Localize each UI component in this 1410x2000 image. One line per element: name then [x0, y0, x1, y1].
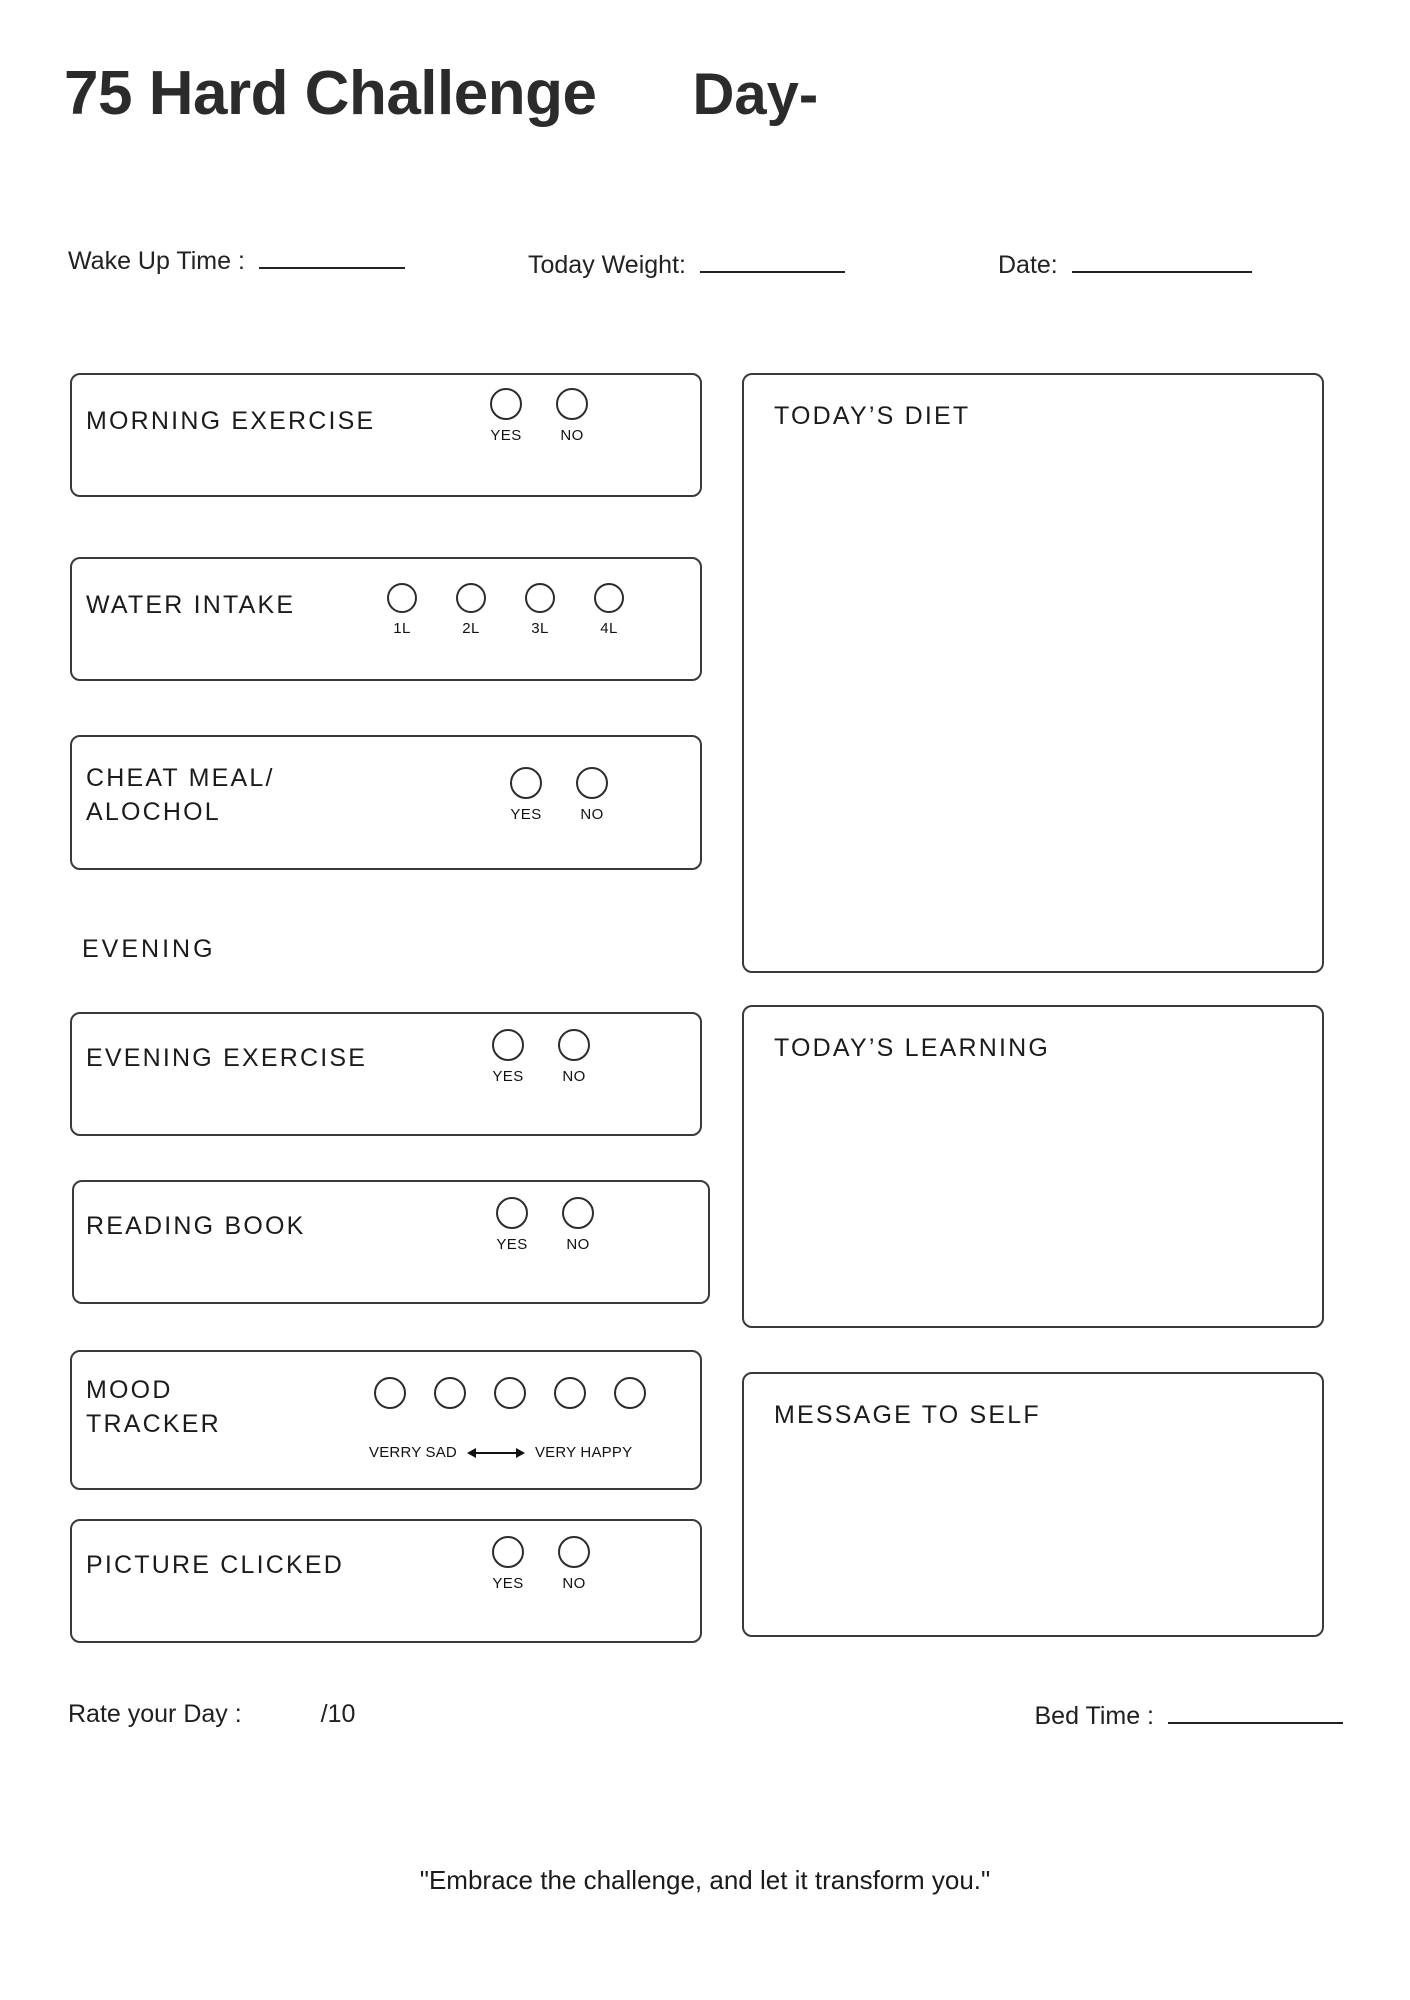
radio-circle-icon[interactable]: [556, 388, 588, 420]
rate-your-day-label: Rate your Day :: [68, 1700, 242, 1728]
wake-up-time-field[interactable]: [68, 245, 405, 276]
cheat-meal-label: [86, 762, 275, 830]
today-weight-label: Today Weight:: [528, 251, 686, 279]
radio-circle-icon[interactable]: [562, 1197, 594, 1229]
rate-your-day-field[interactable]: [68, 1700, 355, 1729]
footer-row: [68, 1700, 1343, 1740]
option-caption: NO: [562, 1068, 586, 1085]
picture-clicked-option-yes[interactable]: [492, 1536, 524, 1592]
mood-tracker-card[interactable]: [70, 1350, 702, 1490]
mood-tracker-label: [86, 1374, 221, 1442]
water-intake-option-4l[interactable]: [594, 583, 624, 637]
wake-up-time-blank[interactable]: [259, 245, 405, 269]
picture-clicked-options[interactable]: [492, 1536, 590, 1592]
evening-exercise-label: EVENING EXERCISE: [86, 1044, 368, 1072]
option-caption: YES: [492, 1575, 524, 1592]
morning-exercise-options[interactable]: [490, 388, 588, 444]
cheat-meal-option-yes[interactable]: [510, 767, 542, 823]
water-intake-card[interactable]: [70, 557, 702, 681]
todays-diet-panel[interactable]: [742, 373, 1324, 973]
date-label: Date:: [998, 251, 1058, 279]
water-intake-options[interactable]: [387, 583, 624, 637]
todays-learning-panel[interactable]: [742, 1005, 1324, 1328]
option-caption: YES: [490, 427, 522, 444]
picture-clicked-option-no[interactable]: [558, 1536, 590, 1592]
picture-clicked-label: PICTURE CLICKED: [86, 1551, 345, 1579]
morning-exercise-option-yes[interactable]: [490, 388, 522, 444]
todays-diet-title: TODAY’S DIET: [774, 402, 971, 430]
morning-exercise-label: MORNING EXERCISE: [86, 407, 376, 435]
reading-book-option-yes[interactable]: [496, 1197, 528, 1253]
radio-circle-icon[interactable]: [558, 1536, 590, 1568]
reading-book-label: READING BOOK: [86, 1212, 306, 1240]
mood-option-1[interactable]: [374, 1377, 406, 1409]
option-caption: 4L: [600, 620, 618, 637]
todays-learning-title: TODAY’S LEARNING: [774, 1034, 1050, 1062]
morning-exercise-card[interactable]: [70, 373, 702, 497]
radio-circle-icon[interactable]: [494, 1377, 526, 1409]
evening-section-heading: EVENING: [82, 935, 216, 963]
radio-circle-icon[interactable]: [492, 1029, 524, 1061]
option-caption: 1L: [393, 620, 411, 637]
bed-time-blank[interactable]: [1168, 1700, 1343, 1724]
reading-book-options[interactable]: [496, 1197, 594, 1253]
radio-circle-icon[interactable]: [510, 767, 542, 799]
radio-circle-icon[interactable]: [554, 1377, 586, 1409]
radio-circle-icon[interactable]: [558, 1029, 590, 1061]
option-caption: YES: [496, 1236, 528, 1253]
message-to-self-panel[interactable]: [742, 1372, 1324, 1637]
cheat-meal-card[interactable]: [70, 735, 702, 870]
cheat-meal-label-line1: CHEAT MEAL/: [86, 764, 275, 792]
radio-circle-icon[interactable]: [434, 1377, 466, 1409]
radio-circle-icon[interactable]: [490, 388, 522, 420]
evening-exercise-card[interactable]: [70, 1012, 702, 1136]
cheat-meal-label-line2: ALOCHOL: [86, 797, 221, 826]
cheat-meal-option-no[interactable]: [576, 767, 608, 823]
mood-option-2[interactable]: [434, 1377, 466, 1409]
double-arrow-icon: [467, 1447, 525, 1459]
page-title: [64, 58, 818, 129]
water-intake-option-2l[interactable]: [456, 583, 486, 637]
radio-circle-icon[interactable]: [594, 583, 624, 613]
radio-circle-icon[interactable]: [576, 767, 608, 799]
radio-circle-icon[interactable]: [525, 583, 555, 613]
option-caption: 3L: [531, 620, 549, 637]
option-caption: NO: [560, 427, 584, 444]
date-blank[interactable]: [1072, 249, 1252, 273]
wake-up-time-label: Wake Up Time :: [68, 247, 245, 275]
radio-circle-icon[interactable]: [387, 583, 417, 613]
radio-circle-icon[interactable]: [614, 1377, 646, 1409]
mood-scale: [369, 1444, 632, 1461]
mood-option-4[interactable]: [554, 1377, 586, 1409]
radio-circle-icon[interactable]: [374, 1377, 406, 1409]
mood-tracker-label-line2: TRACKER: [86, 1409, 221, 1438]
meta-row: [68, 245, 1343, 285]
radio-circle-icon[interactable]: [456, 583, 486, 613]
page-title-text: 75 Hard Challenge: [64, 59, 597, 128]
picture-clicked-card[interactable]: [70, 1519, 702, 1643]
mood-option-3[interactable]: [494, 1377, 526, 1409]
reading-book-card[interactable]: [72, 1180, 710, 1304]
water-intake-option-1l[interactable]: [387, 583, 417, 637]
option-caption: NO: [562, 1575, 586, 1592]
evening-exercise-option-yes[interactable]: [492, 1029, 524, 1085]
footer-quote: "Embrace the challenge, and let it transform you.": [419, 1865, 991, 1895]
date-field[interactable]: [998, 249, 1252, 280]
reading-book-option-no[interactable]: [562, 1197, 594, 1253]
evening-exercise-options[interactable]: [492, 1029, 590, 1085]
message-to-self-title: MESSAGE TO SELF: [774, 1401, 1041, 1429]
mood-scale-left-label: VERRY SAD: [369, 1444, 457, 1461]
option-caption: YES: [492, 1068, 524, 1085]
option-caption: NO: [580, 806, 604, 823]
water-intake-option-3l[interactable]: [525, 583, 555, 637]
option-caption: 2L: [462, 620, 480, 637]
day-number-label: Day-: [692, 62, 819, 127]
cheat-meal-options[interactable]: [510, 767, 608, 823]
bed-time-label: Bed Time :: [1034, 1702, 1154, 1730]
radio-circle-icon[interactable]: [492, 1536, 524, 1568]
water-intake-label: WATER INTAKE: [86, 591, 296, 619]
today-weight-blank[interactable]: [700, 249, 845, 273]
option-caption: YES: [510, 806, 542, 823]
mood-scale-right-label: VERY HAPPY: [534, 1444, 633, 1461]
rate-your-day-score: /10: [320, 1700, 356, 1728]
option-caption: NO: [566, 1236, 590, 1253]
evening-exercise-option-no[interactable]: [558, 1029, 590, 1085]
mood-option-5[interactable]: [614, 1377, 646, 1409]
mood-tracker-label-line1: MOOD: [86, 1376, 173, 1404]
bed-time-field[interactable]: [1035, 1700, 1344, 1731]
radio-circle-icon[interactable]: [496, 1197, 528, 1229]
today-weight-field[interactable]: [528, 249, 845, 280]
morning-exercise-option-no[interactable]: [556, 388, 588, 444]
mood-tracker-options[interactable]: [374, 1377, 646, 1409]
